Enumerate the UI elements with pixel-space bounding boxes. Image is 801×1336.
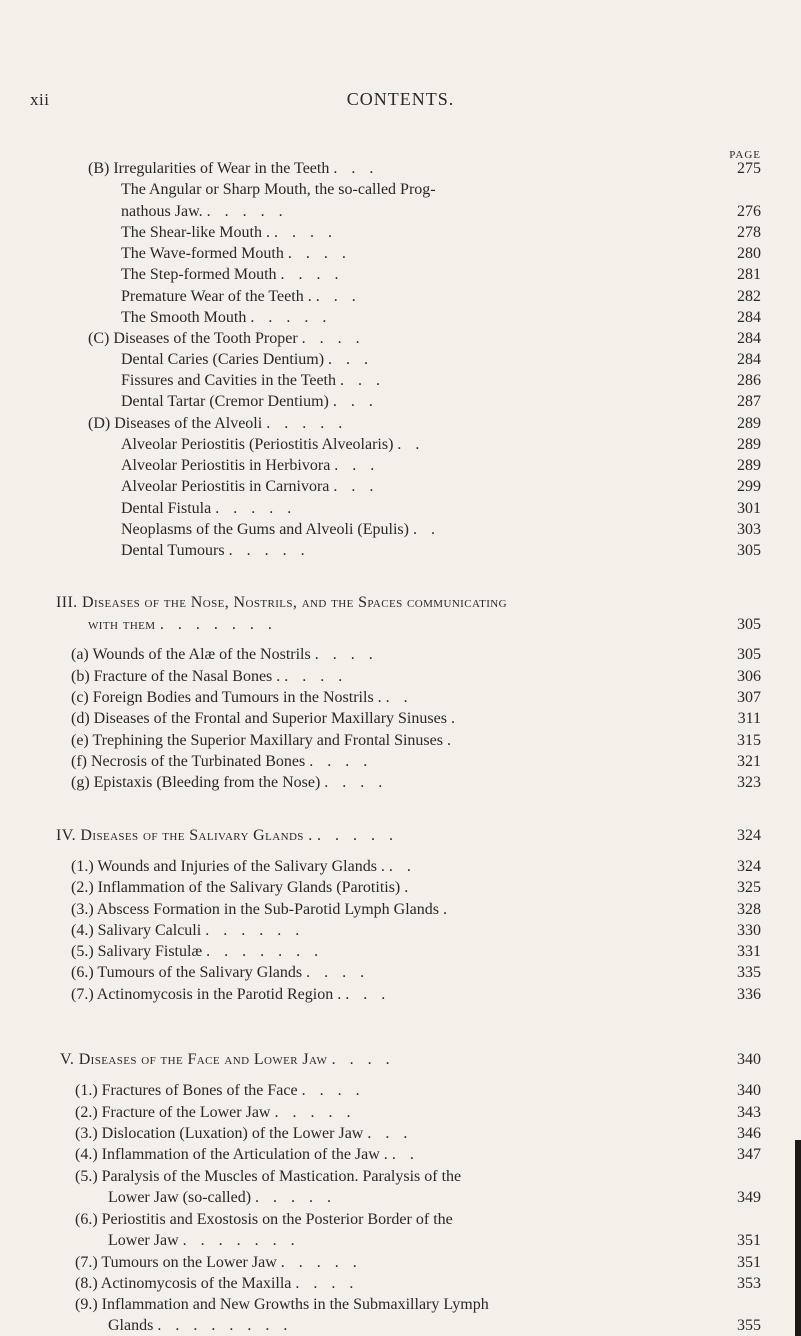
toc-entry-label: (2.) Inflammation of the Salivary Glands (Parotitis) . bbox=[71, 879, 414, 896]
toc-entry-label: Dental Fistula . . . . . bbox=[121, 500, 297, 517]
toc-section-heading: IV. Diseases of the Salivary Glands . . . . . . bbox=[56, 827, 399, 844]
toc-entry-label: (1.) Wounds and Injuries of the Salivary Glands . . . bbox=[71, 858, 416, 875]
toc-entry-label: (1.) Fractures of Bones of the Face . . . . bbox=[75, 1082, 365, 1099]
toc-entry-label: The Angular or Sharp Mouth, the so-called Prog- bbox=[121, 181, 436, 198]
page-title: CONTENTS. bbox=[346, 89, 455, 109]
toc-entry-page: 335 bbox=[737, 964, 761, 981]
page-number: xii bbox=[30, 90, 50, 109]
toc-entry-label: Neoplasms of the Gums and Alveoli (Epulis) . . bbox=[121, 521, 440, 538]
toc-entry-page: 289 bbox=[737, 436, 761, 453]
toc-entry-page: 331 bbox=[737, 943, 761, 960]
toc-section-heading: V. Diseases of the Face and Lower Jaw . . . . bbox=[60, 1051, 395, 1068]
toc-entry-label: Dental Caries (Caries Dentium) . . . bbox=[121, 351, 374, 368]
toc-entry-label: The Shear-like Mouth . . . . . bbox=[121, 224, 337, 241]
toc-entry-page: 305 bbox=[737, 646, 761, 663]
toc-entry-page: 306 bbox=[737, 668, 761, 685]
toc-entry-page: 278 bbox=[737, 224, 761, 241]
toc-entry-page: 284 bbox=[737, 330, 761, 347]
toc-entry-label: Lower Jaw (so-called) . . . . . bbox=[108, 1189, 337, 1206]
toc-entry-page: 275 bbox=[737, 160, 761, 177]
toc-entry-page: 328 bbox=[737, 901, 761, 918]
toc-entry-page: 299 bbox=[737, 478, 761, 495]
toc-entry-page: 281 bbox=[737, 266, 761, 283]
toc-entry-label: Lower Jaw . . . . . . . bbox=[108, 1232, 300, 1249]
toc-entry-label: (e) Trephining the Superior Maxillary and Frontal Sinuses . bbox=[71, 732, 456, 749]
toc-entry-page: 325 bbox=[737, 879, 761, 896]
toc-entry-label: (a) Wounds of the Alæ of the Nostrils . . . . bbox=[71, 646, 378, 663]
toc-entry-page: 324 bbox=[737, 827, 761, 844]
toc-entry-page: 343 bbox=[737, 1104, 761, 1121]
toc-entry-page: 351 bbox=[737, 1232, 761, 1249]
toc-entry-page: 340 bbox=[737, 1051, 761, 1068]
toc-entry-page: 286 bbox=[737, 372, 761, 389]
toc-entry-label: Alveolar Periostitis (Periostitis Alveolaris) . . bbox=[121, 436, 425, 453]
toc-entry-page: 330 bbox=[737, 922, 761, 939]
toc-entry-page: 347 bbox=[737, 1146, 761, 1163]
toc-entry-page: 276 bbox=[737, 203, 761, 220]
toc-entry-page: 305 bbox=[737, 542, 761, 559]
toc-entry-page: 282 bbox=[737, 288, 761, 305]
toc-entry-page: 351 bbox=[737, 1254, 761, 1271]
toc-entry-label: (C) Diseases of the Tooth Proper . . . . bbox=[88, 330, 365, 347]
toc-entry-page: 340 bbox=[737, 1082, 761, 1099]
toc-entry-page: 311 bbox=[737, 710, 761, 727]
toc-entry-label: The Smooth Mouth . . . . . bbox=[121, 309, 332, 326]
toc-entry-label: Fissures and Cavities in the Teeth . . . bbox=[121, 372, 385, 389]
toc-entry-label: Dental Tartar (Cremor Dentium) . . . bbox=[121, 393, 378, 410]
toc-entry-label: nathous Jaw. . . . . . bbox=[121, 203, 288, 220]
toc-section-heading: III. Diseases of the Nose, Nostrils, and the Spaces communicating bbox=[56, 594, 507, 611]
toc-entry-label: Glands . . . . . . . . bbox=[108, 1317, 293, 1334]
toc-entry-label: (b) Fracture of the Nasal Bones . . . . . bbox=[71, 668, 348, 685]
toc-entry-page: 301 bbox=[737, 500, 761, 517]
toc-entry-page: 315 bbox=[737, 732, 761, 749]
toc-entry-label: The Wave-formed Mouth . . . . bbox=[121, 245, 351, 262]
toc-entry-page: 324 bbox=[737, 858, 761, 875]
toc-entry-label: Alveolar Periostitis in Herbivora . . . bbox=[121, 457, 380, 474]
toc-entry-page: 307 bbox=[737, 689, 761, 706]
toc-entry-page: 287 bbox=[737, 393, 761, 410]
toc-entry-label: (7.) Actinomycosis in the Parotid Region . . . . bbox=[71, 986, 391, 1003]
toc-entry-label: (d) Diseases of the Frontal and Superior Maxillary Sinuses . bbox=[71, 710, 460, 727]
toc-entry-label: (5.) Salivary Fistulæ . . . . . . . bbox=[71, 943, 324, 960]
toc-entry-label: (f) Necrosis of the Turbinated Bones . . . . bbox=[71, 753, 373, 770]
toc-entry-label: (6.) Tumours of the Salivary Glands . . . . bbox=[71, 964, 370, 981]
page-column-label: PAGE bbox=[729, 149, 761, 161]
toc-entry-page: 289 bbox=[737, 415, 761, 432]
toc-entry-page: 284 bbox=[737, 351, 761, 368]
toc-entry-page: 280 bbox=[737, 245, 761, 262]
toc-entry-label: Dental Tumours . . . . . bbox=[121, 542, 310, 559]
toc-entry-label: (D) Diseases of the Alveoli . . . . . bbox=[88, 415, 348, 432]
toc-entry-label: (B) Irregularities of Wear in the Teeth . . . bbox=[88, 160, 379, 177]
toc-entry-label: (8.) Actinomycosis of the Maxilla . . . . bbox=[75, 1275, 359, 1292]
toc-entry-page: 349 bbox=[737, 1189, 761, 1206]
toc-entry-label: (c) Foreign Bodies and Tumours in the Nostrils . . . bbox=[71, 689, 413, 706]
toc-entry-label: (3.) Abscess Formation in the Sub-Parotid Lymph Glands . bbox=[71, 901, 452, 918]
toc-entry-page: 336 bbox=[737, 986, 761, 1003]
toc-entry-label: Premature Wear of the Teeth . . . . bbox=[121, 288, 361, 305]
toc-entry-label: (4.) Inflammation of the Articulation of the Jaw . . . bbox=[75, 1146, 419, 1163]
toc-entry-label: (9.) Inflammation and New Growths in the Submaxillary Lymph bbox=[75, 1296, 489, 1313]
toc-entry-page: 284 bbox=[737, 309, 761, 326]
toc-entry-page: 323 bbox=[737, 774, 761, 791]
toc-entry-label: (2.) Fracture of the Lower Jaw . . . . . bbox=[75, 1104, 356, 1121]
toc-entry-page: 303 bbox=[737, 521, 761, 538]
toc-entry-label: (6.) Periostitis and Exostosis on the Posterior Border of the bbox=[75, 1211, 453, 1228]
toc-entry-label: The Step-formed Mouth . . . . bbox=[121, 266, 344, 283]
toc-entry-page: 346 bbox=[737, 1125, 761, 1142]
toc-entry-label: Alveolar Periostitis in Carnivora . . . bbox=[121, 478, 379, 495]
toc-entry-label: (4.) Salivary Calculi . . . . . . bbox=[71, 922, 305, 939]
toc-entry-label: (7.) Tumours on the Lower Jaw . . . . . bbox=[75, 1254, 362, 1271]
toc-entry-page: 355 bbox=[737, 1317, 761, 1334]
page-edge-shadow bbox=[795, 1140, 801, 1336]
toc-entry-label: (5.) Paralysis of the Muscles of Mastication. Paralysis of the bbox=[75, 1168, 462, 1185]
toc-entry-label: (g) Epistaxis (Bleeding from the Nose) . . . . bbox=[71, 774, 388, 791]
toc-entry-page: 289 bbox=[737, 457, 761, 474]
toc-entry-page: 321 bbox=[737, 753, 761, 770]
toc-entry-label: (3.) Dislocation (Luxation) of the Lower Jaw . . . bbox=[75, 1125, 413, 1142]
toc-entry-label: with them . . . . . . . bbox=[88, 616, 277, 633]
toc-entry-page: 305 bbox=[737, 616, 761, 633]
toc-entry-page: 353 bbox=[737, 1275, 761, 1292]
